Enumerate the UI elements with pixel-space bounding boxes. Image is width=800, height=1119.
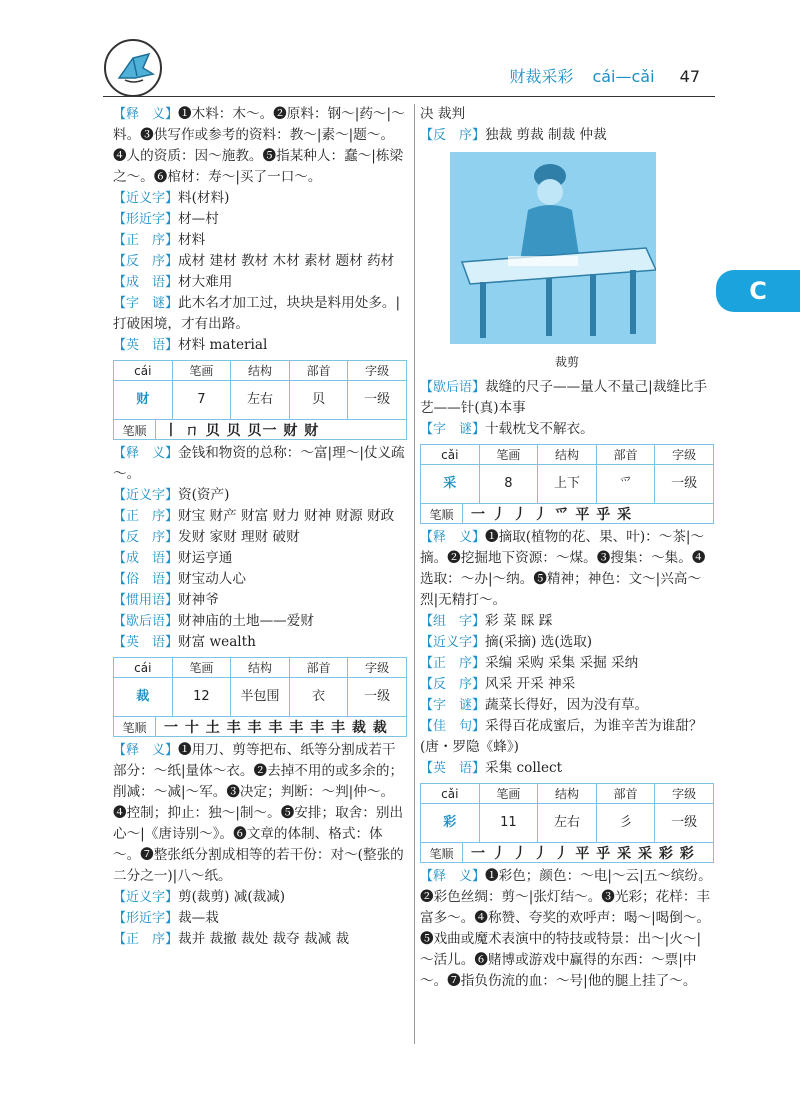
label-jinyi: 【近义字】 — [113, 488, 179, 503]
xiehouyu-text: 裁缝的尺子——量人不量己|裁缝比手艺——针(真)本事 — [420, 379, 708, 416]
label-su: 【俗 语】 — [113, 572, 179, 587]
entry-line — [420, 695, 714, 716]
label-fan: 【反 序】 — [420, 128, 486, 143]
idiom-usage-text: 财神爷 — [178, 592, 219, 608]
illustration-caption: 裁剪 — [554, 355, 579, 369]
entry-line — [113, 632, 407, 653]
idiom-text: 财运亨通 — [178, 550, 233, 566]
pinyin-cell: cǎi — [441, 448, 459, 462]
quote-text: 采得百花成蜜后，为谁辛苦为谁甜？(唐・罗隐《蜂》) — [420, 718, 703, 755]
header-level: 字级 — [347, 658, 406, 677]
english-text: 财富 wealth — [178, 634, 256, 650]
riddle-text: 十载枕戈不解衣。 — [485, 421, 594, 437]
label-fan: 【反 序】 — [420, 677, 486, 692]
entry-line — [420, 527, 714, 611]
header-title: 财裁采彩 — [509, 67, 574, 86]
entry-line — [113, 740, 407, 887]
reverse-words: 风采 开采 神采 — [485, 676, 576, 692]
label-xingjin: 【形近字】 — [113, 212, 179, 227]
tailor-illustration — [450, 152, 656, 344]
label-zheng: 【正 序】 — [113, 932, 179, 947]
header-stroke-order: 笔顺 — [114, 420, 156, 440]
entry-line — [113, 929, 407, 950]
definition-text: ❶木料：木～。❷原料：钢～|药～|～料。❸供写作或参考的资料：教～|素～|题～。❹人的资质：因～施教。❺指某种人：蠢～|栋梁之～。❻棺材：寿～|买了一口～。 — [113, 106, 405, 185]
label-jia: 【佳 句】 — [420, 719, 486, 734]
label-shiyi: 【释 义】 — [113, 743, 179, 758]
label-zheng: 【正 序】 — [420, 656, 486, 671]
header-strokes: 笔画 — [172, 361, 231, 380]
radical-value: 衣 — [289, 678, 348, 716]
header-level: 字级 — [347, 361, 406, 380]
header-structure: 结构 — [537, 445, 596, 464]
label-zimi: 【字 谜】 — [420, 422, 486, 437]
head-character: 采 — [443, 476, 457, 491]
entry-line — [113, 251, 407, 272]
head-character: 彩 — [443, 815, 457, 830]
entry-line — [420, 716, 714, 758]
forward-words: 裁并 裁撤 裁处 裁夺 裁减 裁 — [178, 931, 350, 947]
synonym-text: 料(材料) — [178, 190, 230, 206]
label-zheng: 【正 序】 — [113, 509, 179, 524]
english-text: 材料 material — [178, 337, 268, 353]
stroke-count: 8 — [479, 465, 538, 503]
entry-line — [113, 485, 407, 506]
entry-line — [113, 272, 407, 293]
entry-line — [113, 569, 407, 590]
proverb-text: 财宝动人心 — [178, 571, 246, 587]
entry-line — [113, 209, 407, 230]
pinyin-cell: cái — [134, 364, 152, 378]
header-level: 字级 — [654, 445, 713, 464]
label-zu: 【组 字】 — [420, 614, 486, 629]
entry-line — [113, 230, 407, 251]
label-zimi: 【字 谜】 — [113, 296, 179, 311]
stroke-count: 12 — [172, 678, 231, 716]
butterfly-logo-icon — [103, 38, 167, 102]
stroke-count: 11 — [479, 804, 538, 842]
label-shiyi: 【释 义】 — [113, 446, 179, 461]
column-divider — [414, 104, 415, 1044]
header-strokes: 笔画 — [479, 445, 538, 464]
page-number: 47 — [679, 67, 700, 86]
synonym-text: 资(资产) — [178, 487, 230, 503]
header-radical: 部首 — [289, 658, 348, 677]
entry-line — [420, 866, 714, 992]
entry-line — [113, 335, 407, 356]
stroke-order: 一 十 土 丰 丰 丰 丰 丰 丰 裁 裁 — [164, 720, 388, 736]
stroke-order: 一 丿 丿 丿 丿 平 乎 采 采 彩 彩 — [471, 846, 695, 862]
section-tab-c[interactable]: C — [716, 270, 800, 312]
definition-text: 金钱和物资的总称：～富|理～|仗义疏～。 — [113, 445, 405, 482]
structure-value: 上下 — [537, 465, 596, 503]
entry-line — [420, 125, 714, 146]
label-jinyi: 【近义字】 — [113, 191, 179, 206]
head-character: 财 — [136, 392, 150, 407]
entry-line — [113, 611, 407, 632]
label-ying: 【英 语】 — [420, 761, 486, 776]
pinyin-cell: cǎi — [441, 787, 459, 801]
label-xiehou: 【歇后语】 — [420, 380, 486, 395]
label-cheng: 【成 语】 — [113, 551, 179, 566]
level-value: 一级 — [347, 678, 406, 716]
left-column — [113, 104, 407, 950]
label-fan: 【反 序】 — [113, 530, 179, 545]
header-strokes: 笔画 — [479, 784, 538, 803]
label-zheng: 【正 序】 — [113, 233, 179, 248]
label-xingjin: 【形近字】 — [113, 911, 179, 926]
stroke-order: 一 丿 丿 丿 爫 平 乎 采 — [471, 507, 633, 523]
char-table-cai-cut — [113, 657, 407, 737]
pinyin-cell: cái — [134, 661, 152, 675]
xiehouyu-text: 财神庙的土地——爱财 — [178, 613, 314, 629]
entry-line — [113, 443, 407, 485]
label-ying: 【英 语】 — [113, 635, 179, 650]
radical-value: 爫 — [596, 465, 655, 503]
synonym-text: 摘(采摘) 选(选取) — [485, 634, 593, 650]
entry-line — [113, 527, 407, 548]
label-shiyi: 【释 义】 — [113, 107, 179, 122]
forward-words: 材料 — [178, 232, 206, 248]
entry-line — [420, 758, 714, 779]
entry-line — [420, 419, 714, 440]
definition-text: ❶用刀、剪等把布、纸等分割成若干部分：～纸|量体～衣。❷去掉不用的或多余的；削减：～减|～军。❸决定；判断：～判|仲～。❹控制；抑止：独～|制～。❺安排；取舍：别出心～|《唐诗别～》。❻文章的体制、格式：体～。❼整张纸分割成相等的若干份：对～(整张的二分之一)|八～纸。 — [113, 742, 404, 884]
similar-char-text: 材—村 — [178, 211, 219, 227]
radical-value: 贝 — [289, 381, 348, 419]
structure-value: 左右 — [230, 381, 289, 419]
structure-value: 左右 — [537, 804, 596, 842]
label-xiehou: 【歇后语】 — [113, 614, 179, 629]
forward-words-continued: 决 裁判 — [420, 106, 466, 122]
header-radical: 部首 — [596, 445, 655, 464]
entry-line — [113, 188, 407, 209]
label-cheng: 【成 语】 — [113, 275, 179, 290]
forward-words: 财宝 财产 财富 财力 财神 财源 财政 — [178, 508, 395, 524]
entry-line — [113, 104, 407, 188]
reverse-words: 成材 建材 教材 木材 素材 题材 药材 — [178, 253, 395, 269]
header-stroke-order: 笔顺 — [421, 504, 463, 524]
header-stroke-order: 笔顺 — [421, 843, 463, 863]
reverse-words: 发财 家财 理财 破财 — [178, 529, 300, 545]
entry-line — [113, 293, 407, 335]
level-value: 一级 — [654, 465, 713, 503]
label-shiyi: 【释 义】 — [420, 869, 486, 884]
label-jinyi: 【近义字】 — [420, 635, 486, 650]
level-value: 一级 — [347, 381, 406, 419]
entry-line — [420, 632, 714, 653]
label-jinyi: 【近义字】 — [113, 890, 179, 905]
header-structure: 结构 — [230, 361, 289, 380]
char-table-cai-color — [420, 783, 714, 863]
header-rule — [103, 96, 715, 97]
label-guan: 【惯用语】 — [113, 593, 179, 608]
entry-line — [113, 908, 407, 929]
label-zimi: 【字 谜】 — [420, 698, 486, 713]
compound-chars: 彩 菜 睬 踩 — [485, 613, 553, 629]
entry-line — [420, 653, 714, 674]
label-fan: 【反 序】 — [113, 254, 179, 269]
label-ying: 【英 语】 — [113, 338, 179, 353]
entry-line — [420, 104, 714, 125]
label-shiyi: 【释 义】 — [420, 530, 486, 545]
header-stroke-order: 笔顺 — [114, 717, 156, 737]
definition-text: ❶彩色；颜色：～电|～云|五～缤纷。❷彩色丝绸：剪～|张灯结～。❸光彩；花样：丰富多～。❹称赞、夸奖的欢呼声：喝～|喝倒～。❺戏曲或魔术表演中的特技或特景：出～|火～|～活儿。❻赌博或游戏中赢得的东西：～票|中～。❼指负伤流的血：～号|他的腿上挂了～。 — [420, 868, 712, 989]
header-structure: 结构 — [537, 784, 596, 803]
structure-value: 半包围 — [230, 678, 289, 716]
running-header — [509, 64, 700, 87]
similar-char-text: 裁—栽 — [178, 910, 219, 926]
header-structure: 结构 — [230, 658, 289, 677]
header-radical: 部首 — [289, 361, 348, 380]
entry-line — [420, 611, 714, 632]
level-value: 一级 — [654, 804, 713, 842]
entry-line — [113, 548, 407, 569]
head-character: 裁 — [136, 689, 150, 704]
entry-line — [113, 887, 407, 908]
entry-line — [113, 506, 407, 527]
radical-value: 彡 — [596, 804, 655, 842]
entry-line — [113, 590, 407, 611]
header-pinyin: cái—cǎi — [592, 67, 655, 86]
char-table-cai-money — [113, 360, 407, 440]
riddle-text: 此木名才加工过，块块是料用处多。|打破困境，才有出路。 — [113, 295, 401, 332]
english-text: 采集 collect — [485, 760, 563, 776]
definition-text: ❶摘取(植物的花、果、叶)：～茶|～摘。❷挖掘地下资源：～煤。❸搜集：～集。❹选取：～办|～纳。❺精神；神色：文～|兴高～烈|无精打～。 — [420, 529, 706, 608]
header-radical: 部首 — [596, 784, 655, 803]
char-table-cai-pick — [420, 444, 714, 524]
header-strokes: 笔画 — [172, 658, 231, 677]
forward-words: 采编 采购 采集 采掘 采纳 — [485, 655, 639, 671]
reverse-words: 独裁 剪裁 制裁 仲裁 — [485, 127, 607, 143]
riddle-text: 蔬菜长得好，因为没有草。 — [485, 697, 649, 713]
synonym-text: 剪(裁剪) 减(裁减) — [178, 889, 286, 905]
stroke-count: 7 — [172, 381, 231, 419]
stroke-order: 丨 ㄇ 贝 贝 贝一 财 财 — [164, 423, 320, 439]
right-column — [420, 104, 714, 992]
entry-line — [420, 674, 714, 695]
header-level: 字级 — [654, 784, 713, 803]
idiom-text: 材大难用 — [178, 274, 233, 290]
entry-line — [420, 377, 714, 419]
